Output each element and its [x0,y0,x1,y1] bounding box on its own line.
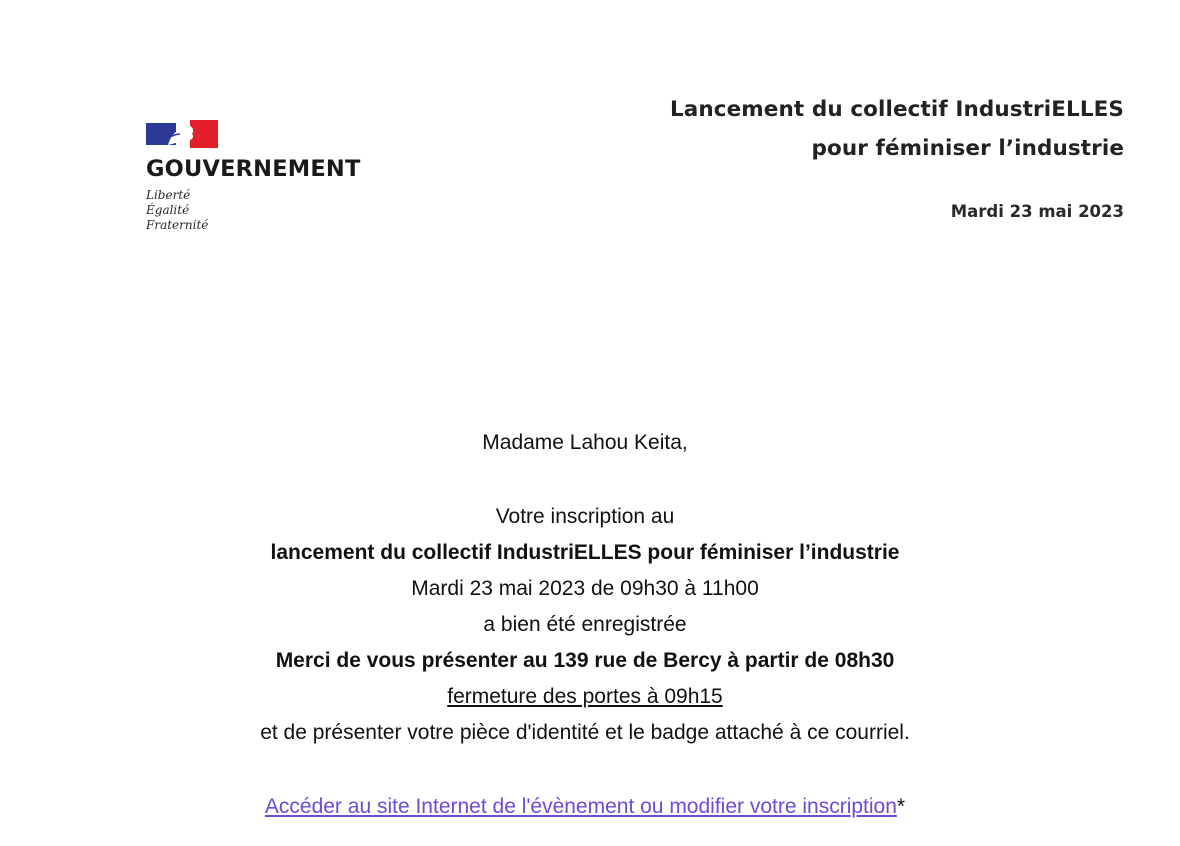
marianne-flag-icon [146,120,220,148]
motto-liberte: Liberté [146,188,191,202]
salutation: Madame Lahou Keita, [482,431,688,454]
government-name: GOUVERNEMENT [146,156,361,182]
event-site-link[interactable]: Accéder au site Internet de l'évènement ou modifier votre inscription [264,795,897,818]
doors-closing-time: fermeture des portes à 09h15 [447,685,723,708]
message-line-event-datetime: Mardi 23 mai 2023 de 09h30 à 11h00 [411,577,759,600]
event-title-block [670,90,1124,221]
event-title-line-2: pour féminiser l’industrie [811,136,1124,161]
message-line-intro: Votre inscription au [495,505,675,528]
government-logo [146,120,386,233]
message-line-address: Merci de vous présenter au 139 rue de Bercy à partir de 08h30 [275,649,895,672]
motto-fraternite: Fraternité [146,218,209,232]
motto-egalite: Égalité [146,203,190,217]
confirmation-message [0,425,1170,825]
event-title [670,90,1124,168]
message-line-registered: a bien été enregistrée [483,613,687,636]
event-title-line-1: Lancement du collectif IndustriELLES [669,97,1124,122]
government-motto [146,188,386,233]
link-line [0,789,1170,825]
link-asterisk: * [896,795,906,818]
message-line-id-badge: et de présenter votre pièce d'identité et le badge attaché à ce courriel. [260,721,910,744]
event-date: Mardi 23 mai 2023 [950,202,1124,221]
message-line-event-name: lancement du collectif IndustriELLES pour féminiser l’industrie [270,541,900,564]
header-banner [0,0,1180,260]
message-line-doors [0,679,1170,715]
